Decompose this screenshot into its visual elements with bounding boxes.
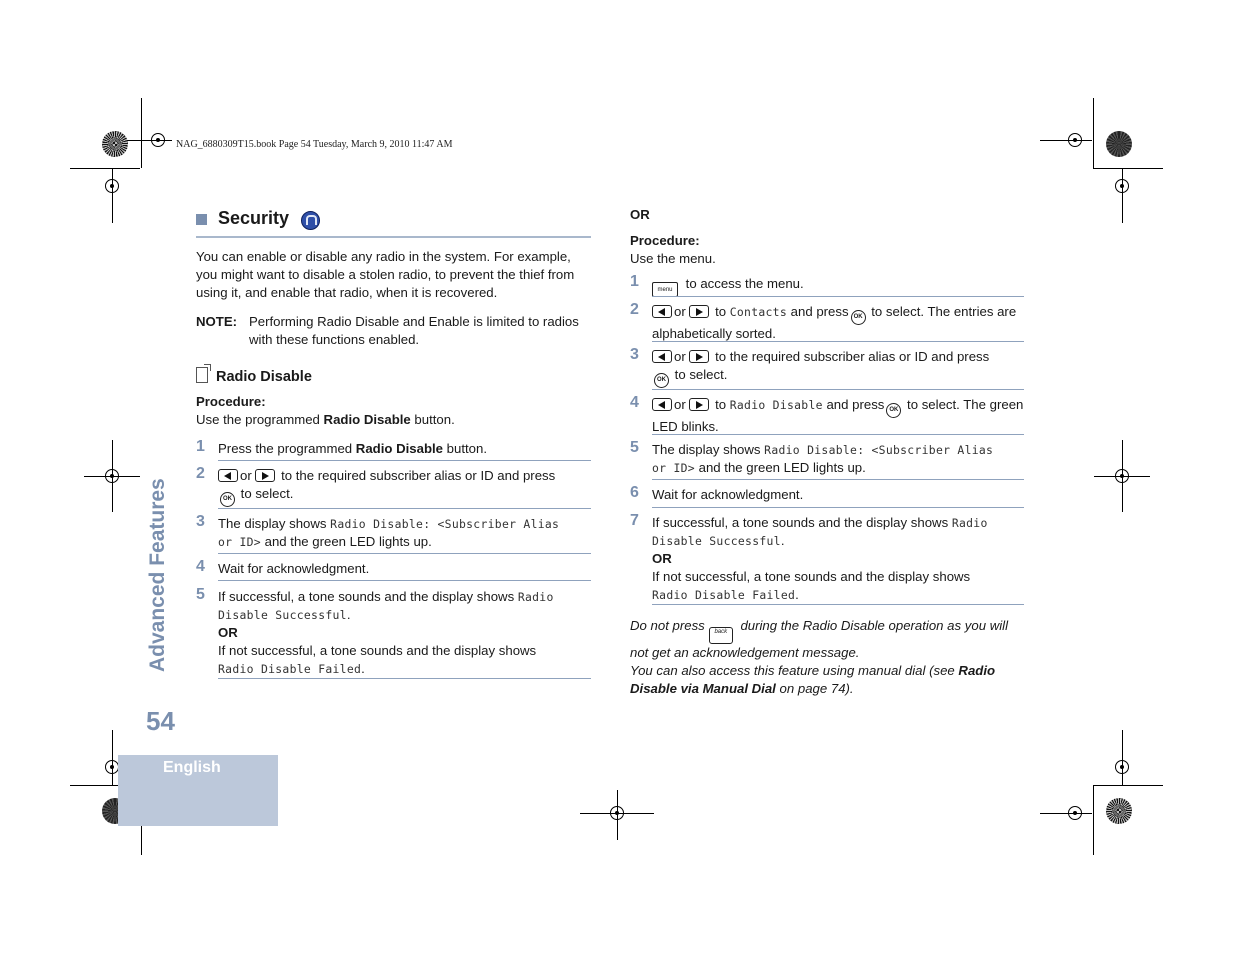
step-text-part: . — [780, 533, 785, 548]
step-number: 2 — [630, 301, 639, 318]
intro-paragraph: You can enable or disable any radio in the system. For example, you might want to disable a stolen radio, to prevent the thief from using it, and enable that radio, when it is recovered. — [196, 249, 575, 300]
ok-key-icon: OK — [220, 492, 235, 507]
crop-mark — [1122, 730, 1123, 785]
step-text-part: . — [361, 661, 365, 676]
lead-text: Use the programmed — [196, 412, 324, 427]
step-number: 3 — [196, 513, 205, 530]
lead-text: button. — [410, 412, 455, 427]
registration-mark — [105, 179, 119, 193]
step-text-part: and the green LED lights up. — [694, 460, 866, 475]
procedure-label: Procedure: — [196, 394, 266, 409]
manual-dial-note — [630, 662, 1024, 698]
step-divider — [218, 580, 591, 581]
step-divider — [218, 460, 591, 461]
step-text-part: to — [711, 397, 730, 412]
crop-mark — [1093, 168, 1163, 169]
step-text — [652, 514, 1024, 604]
step-text-part: Press the programmed — [218, 441, 356, 456]
step-text-part: If successful, a tone sounds and the display shows — [652, 515, 952, 530]
step-number: 5 — [630, 439, 639, 456]
display-text: Radio — [517, 590, 554, 604]
step-divider — [652, 296, 1024, 297]
step-text-part: or — [674, 349, 686, 364]
registration-mark — [105, 469, 119, 483]
right-arrow-key-icon — [689, 398, 709, 411]
or-label: OR — [218, 625, 238, 640]
registration-mark — [1068, 806, 1082, 820]
registration-sunburst — [1106, 131, 1132, 157]
note-text-part: You can also access this feature using manual dial (see — [630, 663, 959, 678]
step-text — [218, 588, 591, 678]
step-text-part: . — [346, 607, 351, 622]
display-text: Radio Disable: <Subscriber Alias — [764, 443, 994, 457]
step-number: 1 — [196, 438, 205, 455]
step-divider — [652, 434, 1024, 435]
left-arrow-key-icon — [218, 469, 238, 482]
step-text-bold: Radio Disable — [355, 441, 444, 456]
menu-key-icon: menu — [652, 282, 678, 297]
crop-mark — [1093, 98, 1094, 168]
or-label: OR — [652, 551, 672, 566]
display-text: Radio Disable — [729, 398, 823, 412]
subsection-heading — [196, 367, 312, 385]
crop-mark — [1040, 813, 1092, 814]
note-text-part: during the Radio Disable operation as you will not get an acknowledgement message. — [630, 618, 1009, 660]
note-text-part: Do not press — [630, 618, 705, 633]
step-text — [652, 441, 1024, 477]
step-number: 7 — [630, 512, 639, 529]
registration-mark — [610, 806, 624, 820]
right-arrow-key-icon — [689, 350, 709, 363]
section-heading — [196, 208, 591, 238]
right-arrow-key-icon — [689, 305, 709, 318]
step-divider — [652, 604, 1024, 605]
display-text: Radio — [951, 516, 988, 530]
left-arrow-key-icon — [652, 305, 672, 318]
step-text-part: or — [240, 468, 252, 483]
step-text-part: If not successful, a tone sounds and the display shows — [218, 643, 537, 658]
step-text-part: and press — [787, 304, 849, 319]
crop-mark — [1122, 168, 1123, 223]
step-text-part: to — [711, 304, 730, 319]
step-text — [218, 467, 591, 507]
registration-mark — [1115, 760, 1129, 774]
step-text-part: to select. — [237, 486, 294, 501]
registration-mark — [1115, 469, 1129, 483]
step-text — [652, 275, 1024, 297]
cross-reference-link[interactable]: Radio Disable via Manual Dial — [630, 663, 996, 696]
step-text-part: button. — [443, 441, 488, 456]
step-text-part: The display shows — [652, 442, 765, 457]
display-text: Disable Successful — [652, 534, 781, 548]
step-number: 1 — [630, 273, 639, 290]
registration-mark — [151, 133, 165, 147]
step-text-part: or — [674, 304, 686, 319]
step-divider — [218, 678, 591, 679]
display-text: or ID> — [218, 535, 261, 549]
step-text-part: to select. The entries are alphabetically sorted. — [652, 304, 1017, 341]
procedure-label: Procedure: — [630, 233, 700, 248]
document-icon — [196, 367, 208, 383]
crop-mark — [1093, 785, 1094, 855]
crop-mark — [1093, 785, 1163, 786]
crop-mark — [112, 730, 113, 785]
step-text — [652, 396, 1024, 436]
step-text-part: . — [795, 587, 799, 602]
ok-key-icon: OK — [851, 310, 866, 325]
display-text: Contacts — [729, 305, 787, 319]
language-label: English — [163, 759, 221, 776]
note-label: NOTE: — [196, 314, 238, 329]
display-text: Radio Disable: <Subscriber Alias — [330, 517, 560, 531]
step-divider — [652, 479, 1024, 480]
step-number: 4 — [630, 394, 639, 411]
back-key-icon: back — [709, 627, 733, 644]
registration-mark — [1115, 179, 1129, 193]
left-arrow-key-icon — [652, 350, 672, 363]
step-divider — [218, 553, 591, 554]
crop-mark — [1040, 140, 1092, 141]
display-text: Radio Disable Failed — [218, 662, 362, 676]
display-text: Disable Successful — [218, 608, 347, 622]
back-key-note — [630, 617, 1024, 662]
step-text-part: to access the menu. — [682, 276, 804, 291]
ok-key-icon: OK — [654, 373, 669, 388]
step-text-part: to the required subscriber alias or ID and press — [711, 349, 990, 364]
step-number: 4 — [196, 558, 205, 575]
step-text — [218, 440, 591, 458]
registration-sunburst — [102, 131, 128, 157]
registration-mark — [1068, 133, 1082, 147]
section-bullet-icon — [196, 214, 207, 225]
step-text — [218, 515, 591, 551]
step-text — [652, 303, 1024, 343]
step-text-part: to select. The green LED blinks. — [652, 397, 1024, 434]
crop-mark — [70, 168, 140, 169]
page-number: 54 — [146, 706, 175, 736]
right-arrow-key-icon — [255, 469, 275, 482]
chapter-side-tab: Advanced Features — [146, 478, 169, 672]
step-text-part: to the required subscriber alias or ID and press — [277, 468, 556, 483]
subsection-title: Radio Disable — [216, 369, 312, 385]
step-text-part: and the green LED lights up. — [260, 534, 432, 549]
step-number: 6 — [630, 484, 639, 501]
feature-badge-icon — [301, 211, 320, 230]
step-text-part: The display shows — [218, 516, 331, 531]
step-text: Wait for acknowledgment. — [218, 561, 370, 576]
step-text: Wait for acknowledgment. — [652, 487, 804, 502]
step-text-part: or — [674, 397, 686, 412]
step-divider — [652, 507, 1024, 508]
step-text — [652, 348, 1024, 388]
note-text: Performing Radio Disable and Enable is limited to radios with these functions enabled. — [249, 314, 579, 347]
registration-mark — [105, 760, 119, 774]
crop-mark — [141, 98, 142, 168]
step-number: 2 — [196, 465, 205, 482]
step-divider — [652, 341, 1024, 342]
step-text-part: If successful, a tone sounds and the display shows — [218, 589, 518, 604]
book-header: NAG_6880309T15.book Page 54 Tuesday, March 9, 2010 11:47 AM — [176, 139, 453, 150]
step-text-part: and press — [822, 397, 885, 412]
procedure-lead: Use the menu. — [630, 251, 716, 266]
lead-bold-text: Radio Disable — [323, 412, 411, 427]
display-text: or ID> — [652, 461, 695, 475]
registration-sunburst — [1106, 798, 1132, 824]
note-text-part: on page 74). — [775, 681, 854, 696]
ok-key-icon: OK — [886, 403, 901, 418]
display-text: Radio Disable Failed — [652, 588, 796, 602]
step-number: 3 — [630, 346, 639, 363]
procedure-lead — [196, 411, 455, 429]
step-divider — [652, 389, 1024, 390]
step-number: 5 — [196, 586, 205, 603]
crop-mark — [112, 168, 113, 223]
step-text-part: If not successful, a tone sounds and the display shows — [652, 569, 971, 584]
left-arrow-key-icon — [652, 398, 672, 411]
or-label: OR — [630, 207, 650, 222]
section-title: Security — [218, 208, 290, 228]
language-tab — [118, 755, 278, 826]
step-divider — [218, 508, 591, 509]
step-text-part: to select. — [671, 367, 728, 382]
